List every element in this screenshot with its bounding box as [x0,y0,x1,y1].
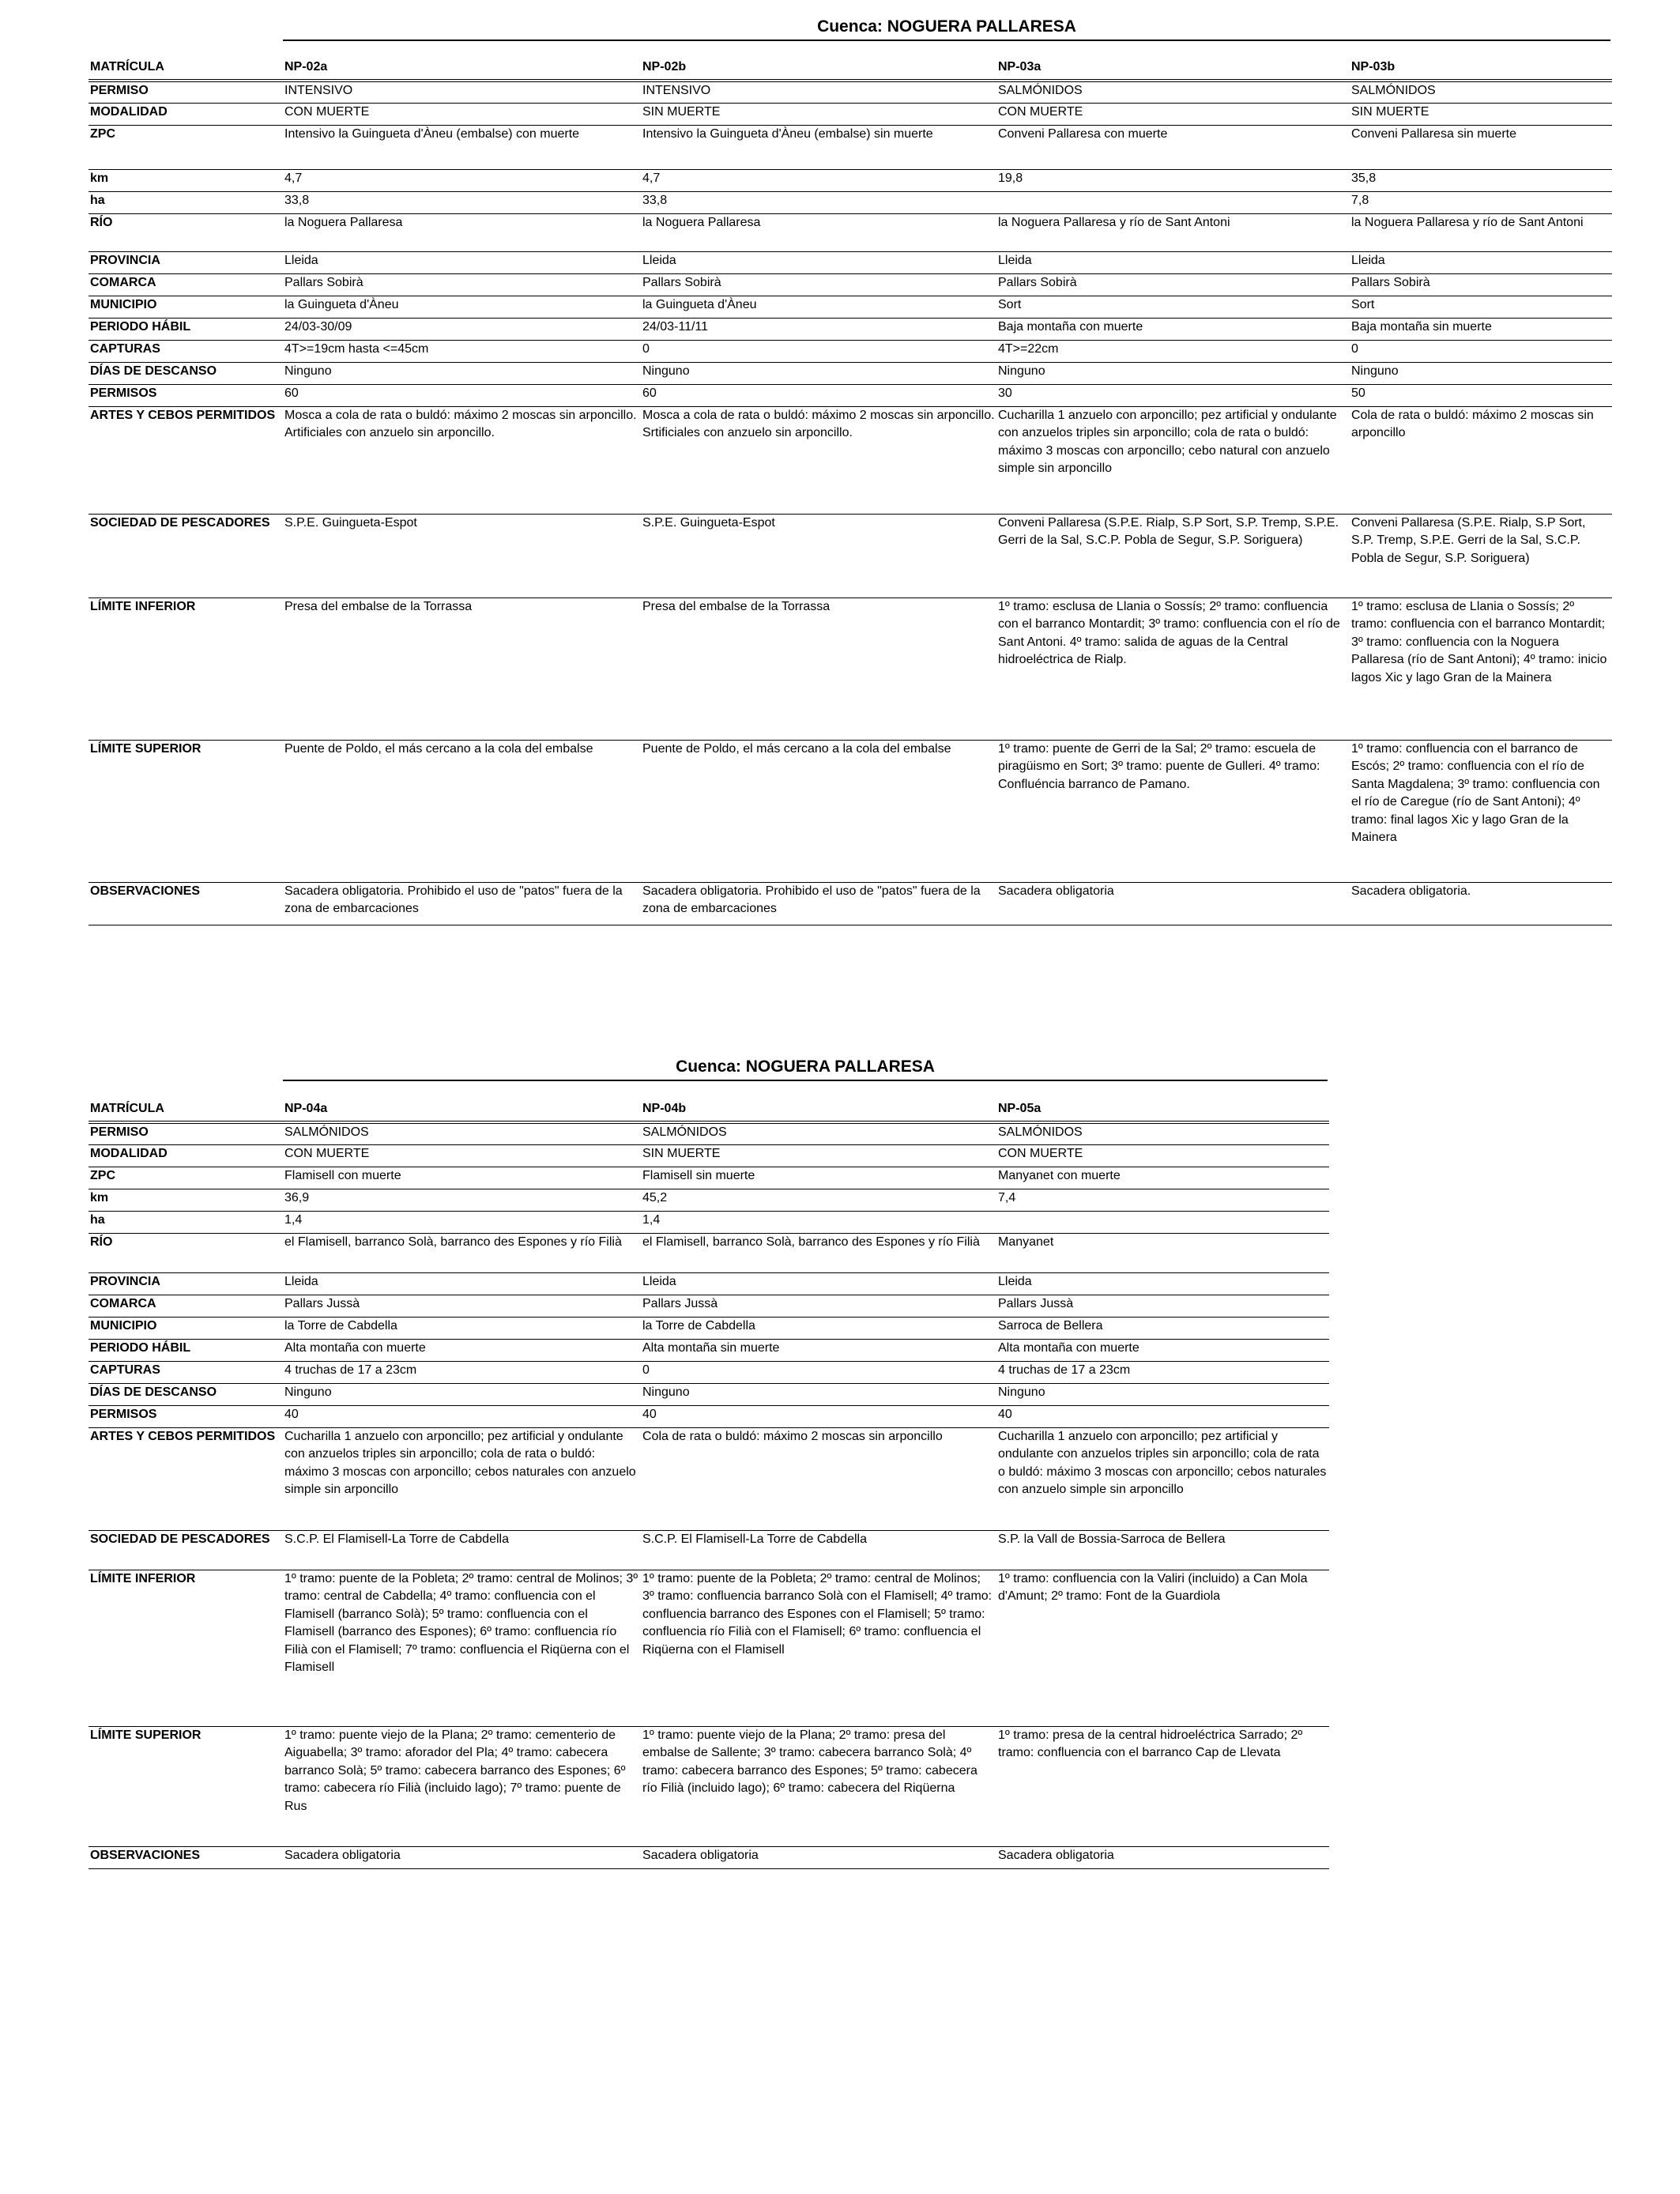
row-label: PERMISO [90,84,149,97]
row-km [89,169,1612,191]
table-cell: 4,7 [642,171,661,185]
row-rio [89,213,1612,251]
table-cell: Sacadera obligatoria. Prohibido el uso de "patos" fuera de la zona de embarcaciones [284,884,623,915]
row-sociedad [89,1530,1329,1570]
table-cell: Sacadera obligatoria [284,1848,401,1862]
table-cell: SALMÓNIDOS [1351,84,1436,97]
table-cell: Alta montaña con muerte [284,1340,426,1355]
table-cell: Flamisell sin muerte [642,1168,755,1182]
table-cell: Lleida [284,253,318,267]
table-cell: Cola de rata o buldó: máximo 2 moscas sin arponcillo [1351,408,1594,439]
table-cell: Cucharilla 1 anzuelo con arponcillo; pez artificial y ondulante con anzuelos triples sin arponcillo; cola de rata o buldó: máximo 3 moscas con arponcillo; cebo natural con anzuelo simple sin arponcillo [998,408,1337,475]
table-cell: Lleida [642,1274,676,1288]
table-cell: Pallars Sobirà [284,275,363,289]
table-cell: Pallars Sobirà [1351,275,1430,289]
row-label: MODALIDAD [90,104,168,119]
table-cell: 33,8 [642,193,668,207]
row-label: ha [90,193,105,207]
table-cell [996,191,1350,213]
row-comarca [89,273,1612,296]
table-cell: Lleida [642,253,676,267]
table-cell: Presa del embalse de la Torrassa [284,599,473,613]
row-label: COMARCA [90,1296,156,1310]
row-artes [89,1427,1329,1530]
table-cell: 7,8 [1351,193,1369,207]
row-municipio [89,296,1612,318]
table-cell: Intensivo la Guingueta d'Àneu (embalse) sin muerte [642,126,933,141]
table-cell: 4T>=19cm hasta <=45cm [284,341,429,356]
row-matricula [89,58,1612,81]
row-permisos [89,384,1612,406]
table-cell: Pallars Sobirà [642,275,721,289]
row-label: ARTES Y CEBOS PERMITIDOS [90,408,276,422]
table-cell: 7,4 [998,1190,1016,1204]
table-cell: Baja montaña con muerte [998,319,1143,334]
table-cell: Pallars Jussà [998,1296,1074,1310]
table-cell: Sacadera obligatoria. Prohibido el uso de "patos" fuera de la zona de embarcaciones [642,884,981,915]
row-periodo [89,1339,1329,1361]
table-cell: 4T>=22cm [998,341,1059,356]
row-periodo [89,318,1612,340]
row-label: OBSERVACIONES [90,884,200,898]
table-cell: 0 [642,341,650,356]
row-label: SOCIEDAD DE PESCADORES [90,515,270,530]
table-cell: Ninguno [998,1385,1045,1399]
row-artes [89,406,1612,514]
table-cell: Manyanet con muerte [998,1168,1121,1182]
row-permiso [89,1122,1329,1144]
table-cell: Pallars Jussà [284,1296,360,1310]
table-cell: Cucharilla 1 anzuelo con arponcillo; pez artificial y ondulante con anzuelos triples sin arponcillo; cola de rata o buldó: máximo 3 moscas con arponcillo; cebos naturales con anzuelo simple sin arponcillo [284,1429,636,1496]
table-cell: Flamisell con muerte [284,1168,401,1182]
row-limite-inferior [89,598,1612,740]
table-cell: Ninguno [642,1385,690,1399]
row-label: PERMISOS [90,1407,157,1421]
row-label: MUNICIPIO [90,1318,157,1333]
table-cell: INTENSIVO [642,84,711,97]
table-cell: Lleida [284,1274,318,1288]
table-cell: 45,2 [642,1190,668,1204]
table-cell: Conveni Pallaresa sin muerte [1351,126,1516,141]
table-cell: 30 [998,386,1012,400]
table-cell: Baja montaña sin muerte [1351,319,1492,334]
table-cell: 4 truchas de 17 a 23cm [284,1363,417,1377]
table1 [89,58,1612,925]
row-permiso [89,81,1612,103]
table-cell: 36,9 [284,1190,310,1204]
table-cell: Sort [998,297,1022,311]
table-cell: 1º tramo: esclusa de Llania o Sossís; 2º tramo: confluencia con el barranco Montardit; 3º tramo: confluencia con el río de Sant Antoni. 4º tramo: salida de aguas de la Central hidroeléctrica de Rialp. [998,599,1340,666]
column-header: NP-03a [998,60,1042,74]
table-cell: Ninguno [1351,364,1399,378]
row-permisos [89,1405,1329,1427]
row-label: LÍMITE INFERIOR [90,599,196,613]
row-sociedad [89,514,1612,598]
table-cell: 1º tramo: puente viejo de la Plana; 2º tramo: presa del embalse de Sallente; 3º tramo: cabecera barranco Solà; 4º tramo: cabecera barranco des Espones; 5º tramo: cabecera río Filià (incluido lago); 6º tramo: cabecera del Riqüerna [642,1728,977,1795]
table-cell: la Guingueta d'Àneu [642,297,757,311]
table-cell: SALMÓNIDOS [998,1125,1083,1139]
table-cell: Lleida [1351,253,1385,267]
table2 [89,1100,1329,1869]
table-cell: S.C.P. El Flamisell-La Torre de Cabdella [284,1532,509,1546]
row-observaciones [89,1846,1329,1868]
table-cell: 33,8 [284,193,310,207]
table-cell: 40 [642,1407,657,1421]
row-ha [89,191,1612,213]
row-label: PERIODO HÁBIL [90,319,191,334]
row-provincia [89,251,1612,273]
row-label: LÍMITE INFERIOR [90,1571,196,1585]
table-cell [996,1211,1329,1233]
table-cell: 0 [1351,341,1358,356]
table-cell: Puente de Poldo, el más cercano a la cola del embalse [642,741,951,756]
row-label: LÍMITE SUPERIOR [90,741,202,756]
table-cell: Manyanet [998,1235,1054,1249]
table-cell: SALMÓNIDOS [284,1125,369,1139]
row-label: PERMISO [90,1125,149,1139]
table-cell: Sacadera obligatoria [998,884,1114,898]
table-cell: 1º tramo: presa de la central hidroeléctrica Sarrado; 2º tramo: confluencia con el barranco Cap de Llevata [998,1728,1303,1759]
row-label: CAPTURAS [90,1363,160,1377]
row-label: ARTES Y CEBOS PERMITIDOS [90,1429,276,1443]
row-label: ZPC [90,126,115,141]
table-cell: 1,4 [642,1212,661,1227]
row-label: CAPTURAS [90,341,160,356]
table-cell: Lleida [998,253,1032,267]
table2-title-rule [283,1080,1328,1081]
table-cell: 1º tramo: confluencia con la Valiri (incluido) a Can Mola d'Amunt; 2º tramo: Font de la Guardiola [998,1571,1308,1603]
row-label: COMARCA [90,275,156,289]
table-cell: Mosca a cola de rata o buldó: máximo 2 moscas sin arponcillo. Srtificiales con anzuelo sin arponcillo. [642,408,995,439]
row-ha [89,1211,1329,1233]
row-label: PERMISOS [90,386,157,400]
table-cell: CON MUERTE [284,1146,370,1160]
row-label: ZPC [90,1168,115,1182]
row-label: OBSERVACIONES [90,1848,200,1862]
table-cell: 1º tramo: puente de la Pobleta; 2º tramo: central de Molinos; 3º tramo: confluencia barranco Solà con el Flamisell; 4º tramo: confluencia barranco des Espones con el Flamisell; 5º tramo: confluencia río Filià con el Flamisell; 6º tramo: confluencia el Riqüerna con el Flamisell [642,1571,993,1657]
row-km [89,1189,1329,1211]
row-capturas [89,340,1612,362]
row-comarca [89,1295,1329,1317]
row-modalidad [89,103,1612,125]
table-cell: la Noguera Pallaresa y río de Sant Antoni [1351,215,1584,229]
table-cell: 4,7 [284,171,303,185]
table-cell: SIN MUERTE [642,104,721,119]
column-header: NP-03b [1351,60,1396,74]
table-cell: S.P.E. Guingueta-Espot [642,515,775,530]
table-cell: la Torre de Cabdella [284,1318,397,1333]
row-limite-superior [89,740,1612,882]
table-cell: 40 [998,1407,1012,1421]
table-cell: Ninguno [284,364,332,378]
row-zpc [89,125,1612,169]
table-cell: 35,8 [1351,171,1377,185]
row-descanso [89,1383,1329,1405]
table-cell: Conveni Pallaresa con muerte [998,126,1168,141]
row-label: PROVINCIA [90,253,160,267]
table-cell: 50 [1351,386,1365,400]
row-observaciones [89,882,1612,925]
row-label: MUNICIPIO [90,297,157,311]
row-capturas [89,1361,1329,1383]
column-header: NP-02b [642,60,687,74]
table-cell: 24/03-30/09 [284,319,352,334]
row-limite-superior [89,1726,1329,1846]
table-cell: el Flamisell, barranco Solà, barranco des Espones y río Filià [284,1235,622,1249]
row-provincia [89,1272,1329,1295]
row-label: MODALIDAD [90,1146,168,1160]
table-cell: 1º tramo: puente de Gerri de la Sal; 2º tramo: escuela de piragüismo en Sort; 3º tramo: puente de Gulleri. 4º tramo: Confluéncia barranco de Pamano. [998,741,1320,791]
table-cell: 24/03-11/11 [642,319,709,334]
row-label: km [90,1190,109,1204]
table-cell: CON MUERTE [998,104,1083,119]
row-limite-inferior [89,1570,1329,1726]
row-label: DÍAS DE DESCANSO [90,364,217,378]
row-label: PROVINCIA [90,1274,160,1288]
table-cell: Sarroca de Bellera [998,1318,1103,1333]
table-cell: Conveni Pallaresa (S.P.E. Rialp, S.P Sort, S.P. Tremp, S.P.E. Gerri de la Sal, S.C.P. Pobla de Segur, S.P. Soriguera) [998,515,1339,547]
table-cell: la Torre de Cabdella [642,1318,755,1333]
table-cell: Puente de Poldo, el más cercano a la cola del embalse [284,741,593,756]
column-header: NP-05a [998,1102,1042,1115]
row-label: DÍAS DE DESCANSO [90,1385,217,1399]
table-cell: S.P.E. Guingueta-Espot [284,515,417,530]
table-cell: S.P. la Vall de Bossia-Sarroca de Bellera [998,1532,1226,1546]
table-cell: Ninguno [284,1385,332,1399]
table-cell: 40 [284,1407,299,1421]
row-label: RÍO [90,215,113,229]
row-rio [89,1233,1329,1272]
table-cell: Ninguno [642,364,690,378]
table-cell: Lleida [998,1274,1032,1288]
table-cell: INTENSIVO [284,84,353,97]
row-zpc [89,1167,1329,1189]
table-cell: Sacadera obligatoria [642,1848,759,1862]
row-label: LÍMITE SUPERIOR [90,1728,202,1742]
table-cell: SALMÓNIDOS [998,84,1083,97]
table-cell: SIN MUERTE [1351,104,1430,119]
table-cell: S.C.P. El Flamisell-La Torre de Cabdella [642,1532,867,1546]
table-cell: Ninguno [998,364,1045,378]
table-cell: Cola de rata o buldó: máximo 2 moscas sin arponcillo [642,1429,943,1443]
table-cell: 1º tramo: confluencia con el barranco de Escós; 2º tramo: confluencia con el río de Santa Magdalena; 3º tramo: confluencia con el río de Caregue (río de Sant Antoni); 4º tramo: final lagos Xic y lago Gran de la Mainera [1351,741,1600,844]
table-cell: 1º tramo: esclusa de Llania o Sossís; 2º tramo: confluencia con el barranco Montardit; 3º tramo: confluencia con la Noguera Pallaresa (río de Sant Antoni); 4º tramo: inicio lagos Xic y lago Gran de la Mainera [1351,599,1607,684]
table-cell: CON MUERTE [284,104,370,119]
table-cell: SALMÓNIDOS [642,1125,727,1139]
table-cell: Sacadera obligatoria [998,1848,1114,1862]
row-modalidad [89,1144,1329,1167]
table1-title: Cuenca: NOGUERA PALLARESA [817,17,1076,36]
row-label: SOCIEDAD DE PESCADORES [90,1532,270,1546]
table-cell: 19,8 [998,171,1023,185]
table-cell: 60 [284,386,299,400]
table-cell: Presa del embalse de la Torrassa [642,599,831,613]
table-cell: la Guingueta d'Àneu [284,297,399,311]
table-cell: Conveni Pallaresa (S.P.E. Rialp, S.P Sort, S.P. Tremp, S.P.E. Gerri de la Sal, S.C.P. Pobla de Segur, S.P. Soriguera) [1351,515,1586,565]
table-cell: Alta montaña sin muerte [642,1340,780,1355]
table-cell: Pallars Jussà [642,1296,718,1310]
table-cell: Sort [1351,297,1375,311]
row-label: km [90,171,109,185]
table-cell: CON MUERTE [998,1146,1083,1160]
table-cell: la Noguera Pallaresa y río de Sant Antoni [998,215,1230,229]
table-cell: la Noguera Pallaresa [284,215,403,229]
row-municipio [89,1317,1329,1339]
row-label: ha [90,1212,105,1227]
table-cell: Pallars Sobirà [998,275,1077,289]
table1-title-rule [283,40,1610,41]
column-header: NP-04b [642,1102,687,1115]
table-cell: 0 [642,1363,650,1377]
table-cell: el Flamisell, barranco Solà, barranco des Espones y río Filià [642,1235,980,1249]
table-cell: la Noguera Pallaresa [642,215,761,229]
column-header: NP-04a [284,1102,328,1115]
row-matricula [89,1100,1329,1122]
column-header: NP-02a [284,60,328,74]
table2-title: Cuenca: NOGUERA PALLARESA [676,1057,935,1076]
row-label: RÍO [90,1235,113,1249]
row-label: PERIODO HÁBIL [90,1340,191,1355]
table-cell: Alta montaña con muerte [998,1340,1139,1355]
row-label: MATRÍCULA [90,60,164,74]
table-cell: 1º tramo: puente de la Pobleta; 2º tramo: central de Molinos; 3º tramo: central de Cabdella; 4º tramo: confluencia con el Flamisell (barranco Solà); 5º tramo: confluencia con el Flamisell (barranco des Espones); 6º tramo: confluencia río Filià con el Flamisell; 7º tramo: confluencia el Riqüerna con el Flamisell [284,1571,638,1674]
table-cell: 4 truchas de 17 a 23cm [998,1363,1131,1377]
table-cell: Mosca a cola de rata o buldó: máximo 2 moscas sin arponcillo. Artificiales con anzuelo sin arponcillo. [284,408,637,439]
table-cell: Cucharilla 1 anzuelo con arponcillo; pez artificial y ondulante con anzuelos triples sin arponcillo; cola de rata o buldó: máximo 3 moscas con arponcillo; cebos naturales con anzuelo simple sin arponcillo [998,1429,1327,1496]
table-cell: 60 [642,386,657,400]
table-cell: 1º tramo: puente viejo de la Plana; 2º tramo: cementerio de Aiguabella; 3º tramo: aforador del Pla; 4º tramo: cabecera barranco Solà; 5º tramo: cabecera barranco des Espones; 6º tramo: cabecera río Filià (incluido lago); 7º tramo: puente de Rus [284,1728,626,1813]
row-label: MATRÍCULA [90,1102,164,1115]
table-cell: Intensivo la Guingueta d'Àneu (embalse) con muerte [284,126,580,141]
table-cell: Sacadera obligatoria. [1351,884,1471,898]
table-cell: SIN MUERTE [642,1146,721,1160]
row-descanso [89,362,1612,384]
table-cell: 1,4 [284,1212,303,1227]
